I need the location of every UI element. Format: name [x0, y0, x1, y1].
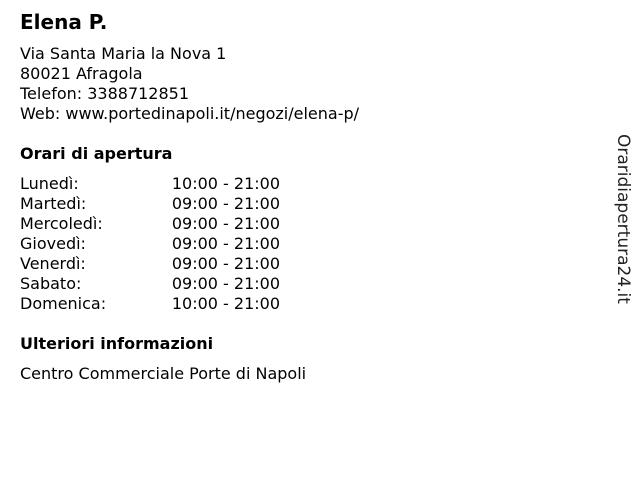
day-label: Venerdì: — [20, 254, 86, 273]
hours-value: 09:00 - 21:00 — [171, 194, 280, 213]
hours-row-friday — [20, 254, 280, 274]
opening-hours-heading: Orari di apertura — [20, 144, 173, 163]
phone-number: Telefon: 3388712851 — [20, 84, 190, 103]
hours-value: 09:00 - 21:00 — [171, 254, 280, 273]
hours-value: 09:00 - 21:00 — [171, 214, 280, 233]
hours-value: 10:00 - 21:00 — [171, 294, 280, 313]
hours-value: 10:00 - 21:00 — [171, 174, 280, 193]
hours-value: 09:00 - 21:00 — [171, 274, 280, 293]
website-link: Web: www.portedinapoli.it/negozi/elena-p/ — [20, 104, 360, 123]
hours-row-monday — [20, 174, 280, 194]
hours-row-wednesday — [20, 214, 280, 234]
more-info-text: Centro Commerciale Porte di Napoli — [20, 364, 307, 383]
hours-row-thursday — [20, 234, 280, 254]
store-name: Elena P. — [20, 10, 108, 34]
day-label: Mercoledì: — [20, 214, 103, 233]
day-label: Giovedì: — [20, 234, 86, 253]
hours-value: 09:00 - 21:00 — [171, 234, 280, 253]
more-info-heading: Ulteriori informazioni — [20, 334, 214, 353]
address-street: Via Santa Maria la Nova 1 — [20, 44, 227, 63]
address-city: 80021 Afragola — [20, 64, 143, 83]
day-label: Martedì: — [20, 194, 87, 213]
hours-row-sunday — [20, 294, 280, 314]
store-address-block — [20, 44, 359, 124]
day-label: Sabato: — [20, 274, 82, 293]
day-label: Lunedì: — [20, 174, 79, 193]
hours-row-saturday — [20, 274, 280, 294]
day-label: Domenica: — [20, 294, 107, 313]
opening-hours-table — [20, 174, 280, 314]
site-watermark: Oraridiapertura24.it — [613, 134, 633, 304]
hours-row-tuesday — [20, 194, 280, 214]
